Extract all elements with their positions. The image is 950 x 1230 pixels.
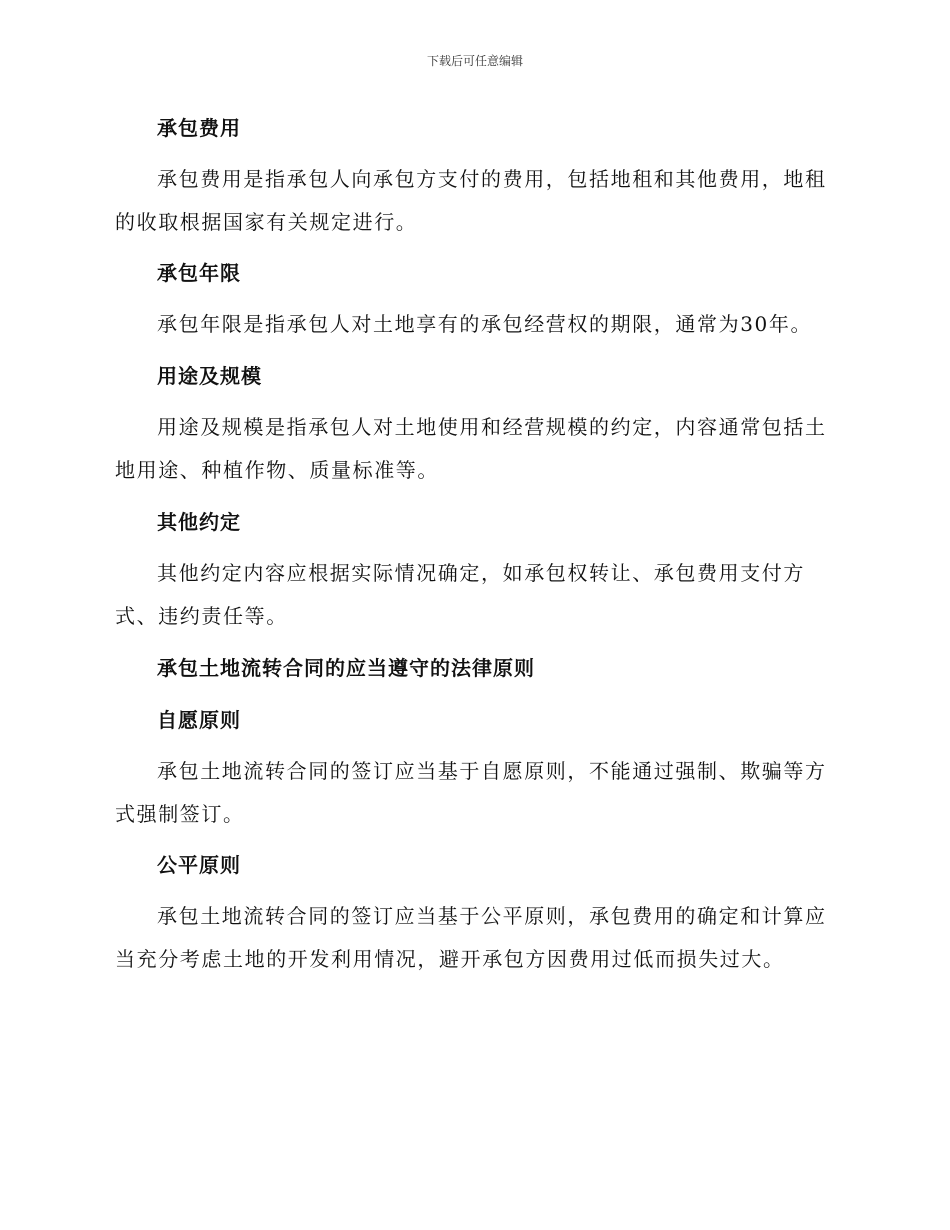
section-heading-fairness: 公平原则 [157, 853, 241, 877]
section-body-other: 其他约定内容应根据实际情况确定，如承包权转让、承包费用支付方式、违约责任等。 [115, 561, 805, 628]
section-heading-term: 承包年限 [157, 261, 241, 285]
section-heading-other: 其他约定 [157, 510, 241, 534]
section-heading-legal-principles: 承包土地流转合同的应当遵守的法律原则 [157, 656, 535, 680]
section-heading-voluntary: 自愿原则 [157, 708, 241, 732]
section-body-voluntary: 承包土地流转合同的签订应当基于自愿原则，不能通过强制、欺骗等方式强制签订。 [115, 759, 827, 826]
page-header-note: 下载后可任意编辑 [426, 54, 523, 68]
section-body-term: 承包年限是指承包人对土地享有的承包经营权的期限，通常为30年。 [157, 312, 813, 336]
section-heading-usage: 用途及规模 [157, 364, 262, 388]
section-heading-fee: 承包费用 [157, 116, 241, 140]
section-body-usage: 用途及规模是指承包人对土地使用和经营规模的约定，内容通常包括土地用途、种植作物、质量标准等。 [115, 415, 827, 482]
section-body-fairness: 承包土地流转合同的签订应当基于公平原则，承包费用的确定和计算应当充分考虑土地的开发利用情况，避开承包方因费用过低而损失过大。 [115, 904, 827, 971]
section-body-fee: 承包费用是指承包人向承包方支付的费用，包括地租和其他费用，地租的收取根据国家有关规定进行。 [115, 167, 827, 234]
